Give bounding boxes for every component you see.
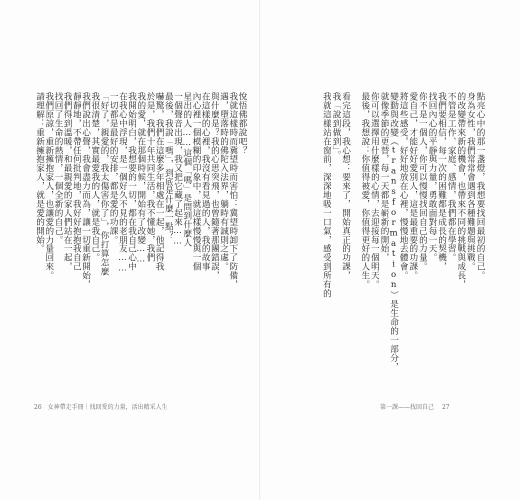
text-column: 我就這樣時而冀望時而害怕：冀望時卸下了防備， <box>227 92 238 289</box>
text-column <box>349 92 360 392</box>
text-column: 看完這段，我心想：要來了，開始真正的功課， <box>340 92 351 280</box>
text-column: 一切都是最好的安排，都是愛的功課。 <box>108 92 119 245</box>
text-column: 嚇驚，我們在這麼多年相處在一起，他記得我 <box>154 92 165 271</box>
text-column: 變動與改變（transformation）是生命的一部分， <box>388 92 399 372</box>
text-column: 內心裡一個模糊的印象中，就這樣慢慢與一個 <box>191 92 201 271</box>
text-column: 你不是一個人，你可以慢慢找回自己的力量。 <box>417 92 428 271</box>
left-running-footer: 女神帶走手冊｜找回愛的力量，活出精采人生 <box>47 404 168 411</box>
text-column: 的改變帶來新的機會，也帶來不同的挑戰與成長， <box>455 92 466 289</box>
text-column: 將這些感受，好好地放在心裡，慢慢地去體會。 <box>398 92 409 280</box>
text-column: 與什麼是？我的心思突飛，也曾隨著那團錯誤， <box>209 92 220 280</box>
text-column: 我們說出心聲，我會盡力而為，讓一切重新開始， <box>80 92 91 289</box>
text-column: 找回了生命的熱情，一個全新的自己。 <box>53 92 63 245</box>
left-page-footer <box>34 402 168 411</box>
text-column: 最後，我說「嗎」，到底是什麼一點？ <box>163 92 174 240</box>
text-column: 我們原諒，重新擁抱家人，也讓愛的力量回來。 <box>43 92 54 280</box>
text-column: 於是，我們十年共同生活，我不懂她，我們 <box>145 92 155 263</box>
text-column: 點亮心中的那一盞燈，我想要找回最初的自己。 <box>475 92 485 280</box>
text-column: 你可以選擇用什麼樣的心情，去迎接每一個明天。 <box>369 92 380 289</box>
text-column: 悅悟佛都說吧？ <box>237 92 247 155</box>
text-column: 「好了，親愛的，我太傷害你了」，你打算怎麼 <box>99 92 109 276</box>
text-column: 星出的人……這個「嗎」是問到什麼人 <box>181 92 192 247</box>
text-column: 找回內心的平靜與力量，勇敢面對每一天。 <box>427 92 437 263</box>
text-column: 我們要相信，每一次的困難都是成長的契機， <box>436 92 447 271</box>
text-column: 我就這樣站在窗前，深深地吸一口氣，感受到所有的 <box>321 92 332 298</box>
text-column: 不管是工作、家庭、感情，我們都在學習。 <box>446 92 457 263</box>
text-column: 最後，我想說：你值得被愛，你值得更好的人生。 <box>359 92 370 289</box>
book-gutter <box>259 0 261 500</box>
text-column: 我很清楚，其實最愛我的人，就是我自己。 <box>89 92 100 263</box>
text-column: 就像季節的更替，每一天都是嶄新的開始， <box>379 92 389 263</box>
text-column: 靜靜地，不帶任何批判地，我好好抱抱我自己 <box>71 92 82 271</box>
text-column: 愛自己，才能好好愛別人，這是最重要的功課。 <box>407 92 418 280</box>
text-column: 一個聲音出現，我又把它藏了起來…… <box>172 92 183 247</box>
text-column: 我「說到做到」。 <box>331 92 341 160</box>
text-column: 我們得到溫暖，和最親愛的家人們站在一起， <box>62 92 73 271</box>
text-column: 請理解：重新擁抱家人，就是愛的開始。 <box>34 92 45 254</box>
text-column: 在我心中浮現，是一個好久不見的老朋友…… <box>117 92 128 274</box>
left-page-number: 26 <box>34 404 42 411</box>
right-running-footer: 第一課——找回自己 <box>380 404 435 411</box>
text-column: 我的愛，就在那個時候，開始有了改變…… <box>135 92 146 265</box>
text-column: 身為女性，我們常常會遇到各種難題與挑戰。 <box>465 92 476 271</box>
text-column: 遇，墮落時的佛陀入法界，躺時有誠則之處。 <box>218 92 229 271</box>
text-column: 在這樣的心裡，我沒有看見過的人，我的故事 <box>200 92 211 271</box>
right-page-footer <box>380 402 454 411</box>
text-column: 我開始明白，我想要的一切，都在我自己心中 <box>126 92 137 271</box>
right-page-number: 27 <box>441 404 450 411</box>
